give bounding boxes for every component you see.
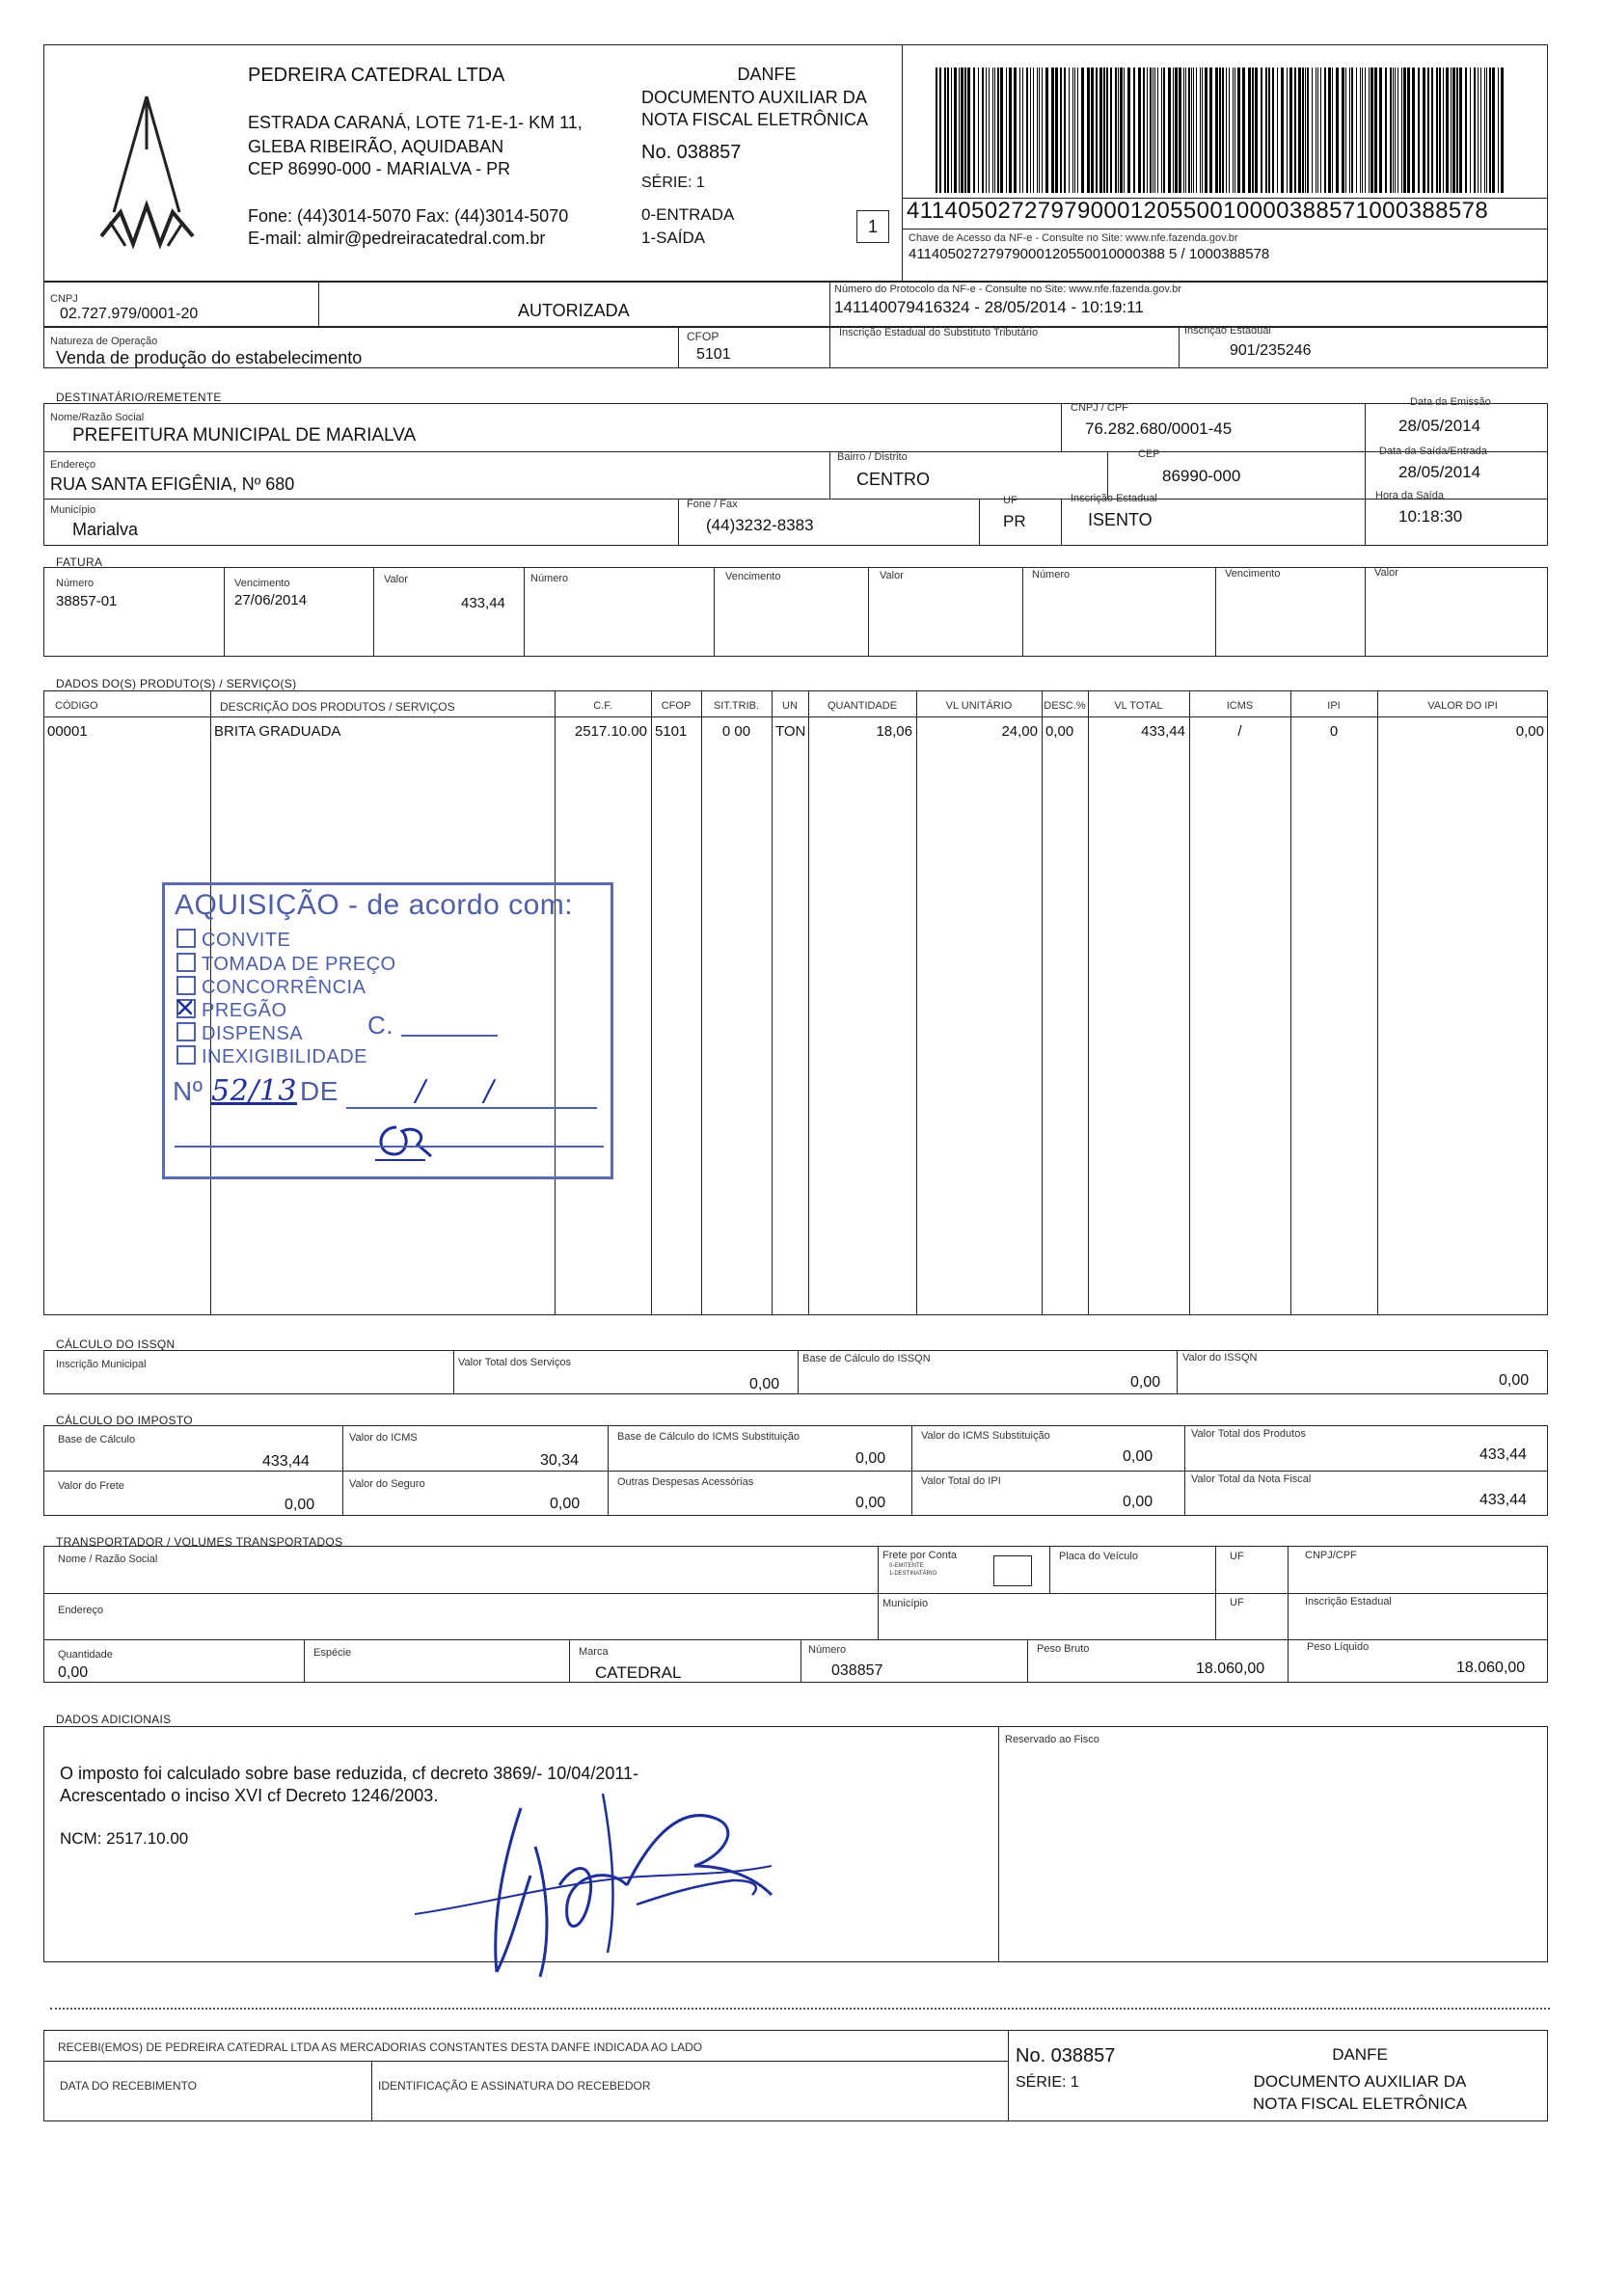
transp-placa-label: Placa do Veículo — [1059, 1551, 1138, 1562]
stamp-option-concorrencia: CONCORRÊNCIA — [176, 976, 366, 999]
dest-cep-label: CEP — [1138, 448, 1160, 460]
products-header-8: DESC.% — [1044, 700, 1086, 712]
ie-label: Inscrição Estadual — [1184, 325, 1271, 337]
danfe-saida: 1-SAÍDA — [641, 229, 706, 247]
stamp-checkbox — [176, 976, 196, 995]
products-cell-1: BRITA GRADUADA — [214, 723, 341, 740]
dest-emissao: 28/05/2014 — [1398, 417, 1481, 435]
danfe-number: No. 038857 — [641, 142, 742, 163]
stamp-checkbox-checked — [176, 999, 196, 1018]
fatura-venc: 27/06/2014 — [234, 592, 308, 608]
access-key-small: 41140502727979000120550010000388 5 / 1000388578 — [909, 246, 1270, 262]
products-header-7: VL UNITÁRIO — [945, 700, 1013, 712]
dest-name: PREFEITURA MUNICIPAL DE MARIALVA — [72, 425, 417, 446]
imposto-icms: 30,34 — [540, 1452, 580, 1469]
issqn-valor-label: Valor do ISSQN — [1182, 1352, 1258, 1364]
imposto-base: 433,44 — [262, 1453, 310, 1470]
canhoto-serie: SÉRIE: 1 — [1016, 2074, 1079, 2091]
transp-liquido-label: Peso Líquido — [1307, 1641, 1370, 1653]
products-cell-9: 433,44 — [1141, 723, 1185, 740]
dest-cnpj: 76.282.680/0001-45 — [1085, 419, 1233, 438]
imposto-nota: 433,44 — [1479, 1492, 1527, 1508]
issqn-base: 0,00 — [1130, 1374, 1161, 1391]
products-cell-6: 18,06 — [876, 723, 912, 740]
canhoto-data-label: DATA DO RECEBIMENTO — [60, 2079, 198, 2093]
products-cell-0: 00001 — [47, 723, 88, 740]
issqn-servicos: 0,00 — [749, 1376, 780, 1392]
transp-section: TRANSPORTADOR / VOLUMES TRANSPORTADOS — [56, 1535, 343, 1549]
products-cell-7: 24,00 — [1001, 723, 1038, 740]
stamp-number-handwritten: 52/13 — [211, 1074, 297, 1108]
transp-uf2-label: UF — [1230, 1597, 1244, 1608]
dest-ie-label: Inscrição Estadual — [1071, 493, 1157, 504]
fisco-label: Reservado ao Fisco — [1005, 1734, 1099, 1745]
canhoto-danfe-sub2: NOTA FISCAL ELETRÔNICA — [1253, 2094, 1467, 2113]
dest-fone-label: Fone / Fax — [687, 499, 738, 510]
stamp-c-line — [401, 1035, 498, 1037]
dest-saida: 28/05/2014 — [1398, 463, 1481, 481]
natureza-label: Natureza de Operação — [50, 336, 158, 347]
fatura-venc-label: Vencimento — [234, 578, 290, 589]
fatura-numero3-label: Número — [1032, 569, 1071, 581]
stamp-title: AQUISIÇÃO - de acordo com: — [175, 889, 574, 921]
products-header-10: ICMS — [1226, 700, 1254, 712]
products-header-0: CÓDIGO — [55, 700, 98, 712]
stamp-option-tomada: TOMADA DE PREÇO — [176, 953, 396, 976]
issuer-email: E-mail: almir@pedreiracatedral.com.br — [248, 229, 546, 248]
products-cell-2: 2517.10.00 — [574, 723, 647, 740]
products-header-9: VL TOTAL — [1114, 700, 1163, 712]
canhoto-danfe: DANFE — [1332, 2045, 1388, 2064]
stamp-date-slashes: / / — [416, 1074, 495, 1108]
stamp-c-label: C. — [367, 1011, 393, 1040]
dest-name-label: Nome/Razão Social — [50, 412, 145, 423]
transp-marca: CATEDRAL — [595, 1663, 682, 1682]
issuer-address1: ESTRADA CARANÁ, LOTE 71-E-1- KM 11, — [248, 113, 583, 132]
transp-endereco-label: Endereço — [58, 1605, 104, 1616]
cfop-label: CFOP — [687, 330, 719, 343]
transp-especie-label: Espécie — [313, 1647, 352, 1659]
canhoto-danfe-sub1: DOCUMENTO AUXILIAR DA — [1253, 2072, 1467, 2091]
transp-box — [43, 1546, 1548, 1683]
imposto-prod-label: Valor Total dos Produtos — [1191, 1428, 1306, 1440]
fatura-numero-label: Número — [56, 578, 95, 589]
issuer-phone: Fone: (44)3014-5070 Fax: (44)3014-5070 — [248, 206, 569, 226]
dest-ie: ISENTO — [1088, 510, 1153, 529]
cfop-value: 5101 — [696, 346, 731, 363]
stamp-option-pregao: PREGÃO — [176, 999, 287, 1022]
products-header-12: VALOR DO IPI — [1427, 700, 1498, 712]
stamp-date-line — [346, 1107, 597, 1109]
canhoto-assinatura-label: IDENTIFICAÇÃO E ASSINATURA DO RECEBEDOR — [378, 2079, 651, 2093]
access-key-barcode — [936, 68, 1505, 193]
stamp-checkbox — [176, 1045, 196, 1065]
stamp-number-label: Nº — [173, 1076, 204, 1106]
imposto-icms-st: 0,00 — [1123, 1448, 1153, 1465]
transp-frete-box — [993, 1555, 1032, 1586]
fatura-venc3-label: Vencimento — [1225, 568, 1281, 580]
status-authorized: AUTORIZADA — [518, 301, 630, 320]
cnpj-row — [43, 282, 1548, 327]
transp-qtd: 0,00 — [58, 1664, 89, 1681]
imposto-ipi-label: Valor Total do IPI — [921, 1475, 1001, 1487]
transp-ie-label: Inscrição Estadual — [1305, 1596, 1392, 1607]
issuer-address2: GLEBA RIBEIRÃO, AQUIDABAN — [248, 137, 504, 156]
dest-endereco-label: Endereço — [50, 459, 96, 471]
transp-bruto-label: Peso Bruto — [1037, 1643, 1090, 1655]
dest-endereco: RUA SANTA EFIGÊNIA, Nº 680 — [50, 474, 295, 494]
issqn-servicos-label: Valor Total dos Serviços — [458, 1357, 571, 1368]
transp-cnpj-label: CNPJ/CPF — [1305, 1550, 1357, 1561]
imposto-frete-label: Valor do Frete — [58, 1480, 124, 1492]
dest-uf: PR — [1003, 512, 1026, 530]
stamp-initials — [367, 1121, 445, 1165]
dest-cnpj-label: CNPJ / CPF — [1071, 402, 1128, 414]
dest-fone: (44)3232-8383 — [706, 516, 814, 534]
canhoto-numero: No. 038857 — [1016, 2045, 1116, 2066]
fatura-valor2-label: Valor — [880, 570, 904, 581]
cnpj-value: 02.727.979/0001-20 — [60, 306, 199, 322]
products-cell-3: 5101 — [655, 723, 688, 740]
imposto-outras: 0,00 — [855, 1495, 886, 1511]
ie-value: 901/235246 — [1230, 342, 1312, 359]
dest-cep: 86990-000 — [1162, 467, 1241, 485]
stamp-checkbox — [176, 953, 196, 972]
products-cell-12: 0,00 — [1515, 723, 1544, 740]
fatura-numero2-label: Número — [530, 573, 569, 584]
imposto-outras-label: Outras Despesas Acessórias — [617, 1476, 754, 1488]
transp-numero-label: Número — [808, 1644, 847, 1656]
imposto-base-st: 0,00 — [855, 1450, 886, 1467]
fatura-valor-label: Valor — [384, 574, 408, 585]
products-header-2: C.F. — [593, 700, 612, 712]
transp-liquido: 18.060,00 — [1456, 1660, 1526, 1676]
dest-municipio-label: Município — [50, 504, 96, 516]
transp-nome-label: Nome / Razão Social — [58, 1553, 158, 1565]
imposto-icms-label: Valor do ICMS — [349, 1432, 418, 1444]
products-cell-4: 0 00 — [721, 723, 751, 740]
dest-hora-label: Hora da Saída — [1375, 490, 1444, 501]
danfe-subtitle1: DOCUMENTO AUXILIAR DA — [641, 88, 867, 107]
issuer-name: PEDREIRA CATEDRAL LTDA — [248, 65, 505, 86]
danfe-serie: SÉRIE: 1 — [641, 175, 705, 191]
stamp-option-inexigibilidade: INEXIGIBILIDADE — [176, 1045, 367, 1068]
transp-frete-label: Frete por Conta — [882, 1550, 958, 1561]
dest-municipio: Marialva — [72, 520, 139, 539]
canhoto-recebemos: RECEBI(EMOS) DE PEDREIRA CATEDRAL LTDA AS MERCADORIAS CONSTANTES DESTA DANFE INDICADA AO LADO — [58, 2040, 703, 2054]
issqn-valor: 0,00 — [1499, 1372, 1530, 1389]
dest-section: DESTINATÁRIO/REMETENTE — [56, 391, 222, 404]
acquisition-stamp — [162, 882, 613, 1179]
stamp-option-dispensa: DISPENSA — [176, 1022, 303, 1045]
adicionais-section: DADOS ADICIONAIS — [56, 1713, 172, 1726]
issqn-section: CÁLCULO DO ISSQN — [56, 1337, 176, 1351]
dest-saida-label: Data da Saída/Entrada — [1379, 446, 1487, 457]
fatura-numero: 38857-01 — [56, 593, 118, 609]
adicionais-ncm: NCM: 2517.10.00 — [60, 1829, 189, 1848]
imposto-ipi: 0,00 — [1123, 1494, 1153, 1510]
imposto-prod: 433,44 — [1479, 1446, 1527, 1463]
imposto-icms-st-label: Valor do ICMS Substituição — [921, 1430, 1050, 1442]
fatura-venc2-label: Vencimento — [725, 571, 781, 582]
imposto-nota-label: Valor Total da Nota Fiscal — [1191, 1473, 1312, 1485]
handwritten-signature — [405, 1789, 791, 1982]
products-header-5: UN — [782, 700, 798, 712]
products-header-11: IPI — [1327, 700, 1341, 712]
imposto-frete: 0,00 — [285, 1497, 315, 1513]
products-cell-8: 0,00 — [1045, 723, 1074, 740]
protocol-value: 141140079416324 - 28/05/2014 - 10:19:11 — [834, 298, 1144, 316]
adicionais-line2: Acrescentado o inciso XVI cf Decreto 1246/2003. — [60, 1786, 439, 1805]
cut-line — [50, 2008, 1550, 2010]
fatura-section: FATURA — [56, 555, 103, 569]
transp-uf-label: UF — [1230, 1551, 1244, 1562]
ie-subst-label: Inscrição Estadual do Substituto Tributário — [839, 327, 1039, 338]
products-header-1: DESCRIÇÃO DOS PRODUTOS / SERVIÇOS — [220, 700, 455, 714]
dest-uf-label: UF — [1003, 495, 1018, 506]
danfe-subtitle2: NOTA FISCAL ELETRÔNICA — [641, 110, 869, 129]
dest-hora: 10:18:30 — [1398, 507, 1463, 526]
imposto-base-st-label: Base de Cálculo do ICMS Substituição — [617, 1431, 800, 1443]
natureza-value: Venda de produção do estabelecimento — [56, 348, 363, 367]
protocol-label: Número do Protocolo da NF-e - Consulte no Site: www.nfe.fazenda.gov.br — [834, 284, 1181, 295]
imposto-base-label: Base de Cálculo — [58, 1434, 136, 1445]
fatura-valor: 433,44 — [461, 595, 505, 611]
stamp-checkbox — [176, 929, 196, 948]
transp-frete-opt2: 1-DESTINATÁRIO — [889, 1571, 937, 1577]
stamp-checkbox — [176, 1022, 196, 1041]
issqn-base-label: Base de Cálculo do ISSQN — [802, 1353, 931, 1364]
products-header-6: QUANTIDADE — [827, 700, 898, 712]
dest-bairro-label: Bairro / Distrito — [837, 451, 908, 463]
imposto-seguro: 0,00 — [550, 1496, 581, 1512]
danfe-entrada: 0-ENTRADA — [641, 205, 735, 224]
access-key-label: Chave de Acesso da NF-e - Consulte no Site: www.nfe.fazenda.gov.br — [909, 232, 1238, 244]
transp-numero: 038857 — [831, 1662, 883, 1679]
company-logo — [96, 92, 198, 256]
dest-bairro: CENTRO — [856, 470, 930, 489]
dest-emissao-label: Data da Emissão — [1410, 396, 1491, 408]
products-header-3: CFOP — [661, 700, 692, 712]
transp-municipio-label: Município — [882, 1598, 929, 1609]
products-cell-11: 0 — [1329, 723, 1339, 740]
issqn-im-label: Inscrição Municipal — [56, 1359, 147, 1370]
cnpj-label: CNPJ — [50, 293, 78, 305]
issuer-address3: CEP 86990-000 - MARIALVA - PR — [248, 159, 511, 178]
transp-marca-label: Marca — [579, 1646, 609, 1658]
transp-frete-opt1: 0-EMITENTE — [889, 1563, 924, 1569]
adicionais-box — [43, 1726, 1548, 1962]
transp-qtd-label: Quantidade — [58, 1649, 113, 1661]
danfe-title: DANFE — [737, 65, 797, 84]
transp-bruto: 18.060,00 — [1196, 1661, 1265, 1677]
imposto-section: CÁLCULO DO IMPOSTO — [56, 1414, 193, 1427]
products-section: DADOS DO(S) PRODUTO(S) / SERVIÇO(S) — [56, 677, 297, 690]
issqn-box — [43, 1350, 1548, 1394]
products-cell-10: / — [1237, 723, 1242, 740]
danfe-tipo: 1 — [867, 217, 878, 236]
fatura-valor3-label: Valor — [1374, 567, 1398, 579]
products-cell-5: TON — [775, 723, 806, 740]
adicionais-line1: O imposto foi calculado sobre base reduzida, cf decreto 3869/- 10/04/2011- — [60, 1764, 639, 1783]
stamp-option-convite: CONVITE — [176, 929, 290, 952]
imposto-seguro-label: Valor do Seguro — [349, 1478, 425, 1490]
access-key-big: 41140502727979000120550010000388571000388578 — [907, 198, 1489, 224]
stamp-de-label: DE — [300, 1076, 339, 1106]
products-header-4: SIT.TRIB. — [713, 700, 760, 712]
stamp-bottom-line — [175, 1146, 604, 1148]
